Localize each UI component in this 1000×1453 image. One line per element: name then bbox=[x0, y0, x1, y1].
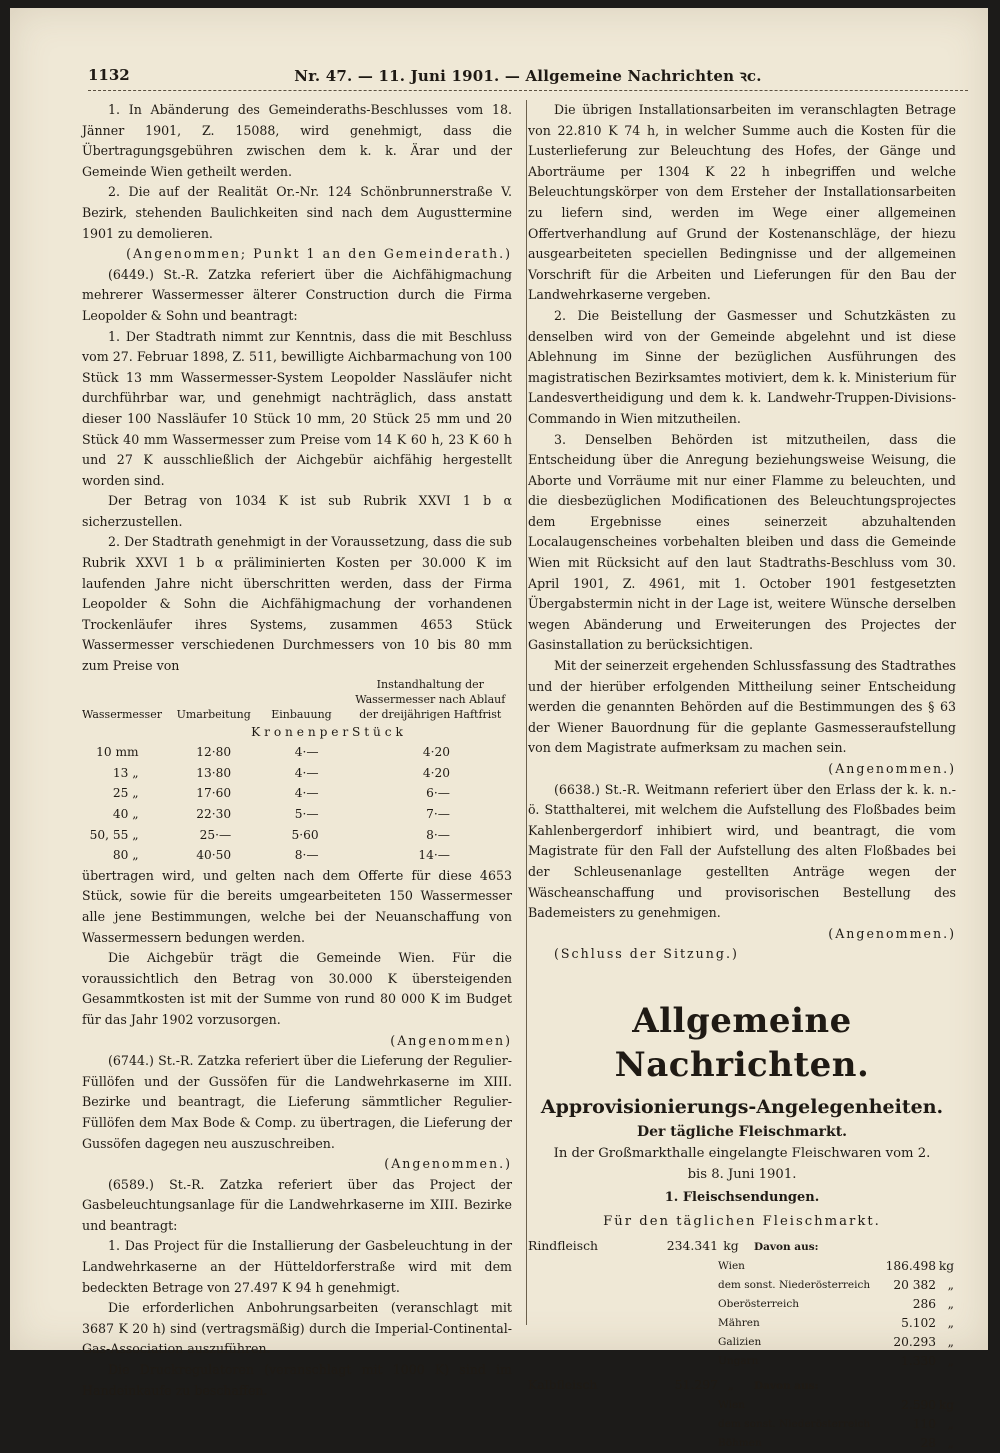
davon-label: Davon aus: bbox=[754, 1379, 819, 1392]
unit-label: K r o n e n p e r S t ü c k bbox=[251, 724, 403, 739]
meat-unit: kg bbox=[723, 1237, 739, 1253]
paragraph: übertragen wird, und gelten nach dem Offerte für diese 4653 Stück, sowie für die bereits umgearbeiteten 150 Wassermesser alle jene Bestimmungen, welche bei der Neuanschaffung von Wassermessern bedungen werden. bbox=[82, 867, 512, 945]
table-row bbox=[718, 1333, 954, 1352]
table-cell: 10 mm bbox=[96, 745, 139, 760]
paragraph: (6449.) St.-R. Zatzka referiert über die Aichfähigmachung mehrerer Wassermesser älterer Construction durch die Firma Leopolder & Sohn und beantragt: bbox=[82, 266, 512, 323]
origin-unit: „ bbox=[947, 1416, 954, 1431]
table-cell: 12·80 bbox=[196, 745, 232, 760]
paragraph: 2. Die auf der Realität Or.-Nr. 124 Schönbrunnerstraße V. Bezirk, stehenden Baulichkeiten sind nach dem Augusttermine 1901 zu demolieren. bbox=[82, 184, 512, 241]
table-cell: 40 „ bbox=[112, 807, 139, 821]
origin-name: Mähren bbox=[718, 1316, 760, 1329]
running-head: Nr. 47. — 11. Juni 1901. — Allgemeine Nachrichten ꝛc. bbox=[294, 67, 762, 85]
table-row bbox=[718, 1276, 954, 1295]
origin-unit: „ bbox=[947, 1296, 954, 1311]
davon-label: Davon aus: bbox=[754, 1240, 819, 1253]
origin-table bbox=[718, 1396, 954, 1453]
paragraph: 2. Der Stadtrath genehmigt in der Voraussetzung, dass die sub Rubrik XXVI 1 b α präliminierten Kosten per 30.000 K im laufenden Jahre nicht überschritten werden, dass der Firma Leopolder & Sohn die Aichfähigmachung der vorhandenen Trockenläufer ihres Systems, zusammen 4653 Stück Wassermesser verschiedenen Durchmessers von 10 bis 80 mm zum Preise von bbox=[82, 534, 512, 674]
paragraph: 2. Die Beistellung der Gasmesser und Schutzkästen zu denselben wird von der Gemeinde abgelehnt und ist diese Ablehnung im Sinne der bezüglichen Ausführungen des magistratischen Bezirksamtes motiviert, dem k. k. Ministerium für Landesvertheidigung und dem k. k. Landwehr-Truppen-Divisions-Commando in Wien mitzutheilen. bbox=[528, 307, 956, 426]
table-cell: 4·— bbox=[294, 765, 319, 780]
table-row bbox=[82, 845, 512, 866]
table-unit-row bbox=[82, 722, 512, 743]
origin-value: 110 bbox=[912, 1416, 936, 1431]
meat-total: 234.341 bbox=[666, 1237, 718, 1253]
origin-unit: „ bbox=[947, 1334, 954, 1349]
table-row bbox=[82, 742, 512, 763]
paragraph: Die Aichgebür trägt die Gemeinde Wien. Für die voraussichtlich den Betrag von 30.000 K übersteigenden Gesammtkosten ist mit der Summe von rund 80 000 K im Budget für das Jahr 1902 vorzusorgen. bbox=[82, 950, 512, 1027]
table-cell: 5·60 bbox=[291, 827, 319, 842]
header-rule bbox=[88, 90, 968, 91]
table-row bbox=[718, 1257, 954, 1276]
meat-label: Kalbfleisch bbox=[528, 1376, 598, 1392]
origin-value: 5.102 bbox=[901, 1315, 936, 1330]
origin-unit: „ bbox=[947, 1315, 954, 1330]
right-column bbox=[528, 100, 956, 1453]
section-subtitle: Approvisionierungs-Angelegenheiten. bbox=[540, 1095, 944, 1118]
resolution-note: (Angenommen; Punkt 1 an den Gemeinderath.) bbox=[126, 246, 512, 262]
table-cell: 6·— bbox=[426, 786, 450, 801]
meat-unit: „ bbox=[727, 1376, 735, 1392]
kalbfleisch-block bbox=[528, 1375, 956, 1453]
column-divider bbox=[526, 100, 527, 1325]
table-cell: 40·50 bbox=[196, 848, 232, 863]
subsection-heading: 1. Fleischsendungen. bbox=[664, 1189, 820, 1205]
resolution-note: (Angenommen.) bbox=[384, 1156, 512, 1172]
table-row bbox=[82, 763, 512, 784]
paragraph: 1. In Abänderung des Gemeinderaths-Beschlusses vom 18. Jänner 1901, Z. 15088, wird genehmigt, dass die Übertragungsgebühren zwischen dem k. k. Ärar und der Gemeinde Wien getheilt werden. bbox=[82, 102, 512, 179]
table-cell: 4·20 bbox=[422, 745, 450, 760]
origin-name: Wien bbox=[718, 1259, 745, 1272]
paragraph: Die erforderlichen Anbohrungsarbeiten (veranschlagt mit 3687 K 20 h) sind (vertragsmäßig) durch die Imperial-Continental-Gas-Association auszuführen. bbox=[82, 1300, 512, 1357]
table-row bbox=[718, 1314, 954, 1333]
paragraph: 1. Das Project für die Installierung der Gasbeleuchtung in der Landwehrkaserne an der Hütteldorferstraße wird mit dem bedeckten Betrage von 27.497 K 94 h genehmigt. bbox=[82, 1238, 512, 1295]
session-end-note: (Schluss der Sitzung.) bbox=[554, 946, 739, 962]
origin-value: 20.293 bbox=[893, 1334, 936, 1349]
origin-value: 20 382 bbox=[893, 1277, 936, 1292]
table-cell: 80 „ bbox=[112, 848, 139, 863]
price-table bbox=[82, 677, 512, 866]
table-header: Wassermesser bbox=[82, 707, 162, 721]
table-row bbox=[82, 804, 512, 825]
origin-name: Ungarn bbox=[718, 1354, 759, 1367]
paragraph: 1. Der Stadtrath nimmt zur Kenntnis, dass die mit Beschluss vom 27. Februar 1898, Z. 511, bewilligte Aichbarmachung von 100 Stück 13 mm Wassermesser-System Leopolder Nassläufer nicht durchführbar war, und genehmigt nachträglich, dass anstatt dieser 100 Nassläufer 10 Stück 10 mm, 20 Stück 25 mm und 20 Stück 40 mm Wassermesser zum Preise vom 14 K 60 h, 23 K 60 h und 27 K ausschließlich der Aichgebür aichfähig hergestellt worden sind. bbox=[82, 328, 512, 488]
table-cell: 14·— bbox=[418, 848, 450, 863]
page-header bbox=[88, 60, 968, 86]
page-number: 1132 bbox=[88, 66, 130, 84]
origin-unit: „ bbox=[947, 1353, 954, 1368]
origin-unit: „ bbox=[947, 1435, 954, 1450]
table-cell: 13·80 bbox=[196, 765, 232, 780]
resolution-note: (Angenommen) bbox=[390, 1032, 512, 1048]
table-row bbox=[82, 825, 512, 846]
market-heading: Für den täglichen Fleischmarkt. bbox=[603, 1213, 881, 1229]
newspaper-page bbox=[10, 8, 988, 1450]
meat-total: 51.297 bbox=[674, 1376, 718, 1392]
paragraph: Der Betrag von 1034 K ist sub Rubrik XXVI 1 b α sicherzustellen. bbox=[82, 493, 512, 529]
intro-line: In der Großmarkthalle eingelangte Fleischwaren vom 2. bis 8. Juni 1901. bbox=[553, 1145, 931, 1182]
origin-unit: „ bbox=[947, 1277, 954, 1292]
table-cell: 4·20 bbox=[422, 765, 450, 780]
resolution-note: (Angenommen.) bbox=[828, 925, 956, 941]
table-cell: 25·— bbox=[199, 827, 232, 842]
paragraph: Die Druckregulatoren (veranschlagt mit 1000 K) sind im Handeinkaufe zu beschaffen. bbox=[82, 1362, 512, 1398]
origin-value: 28 bbox=[920, 1435, 936, 1450]
paragraph: (6638.) St.-R. Weitmann referiert über den Erlass der k. k. n.-ö. Statthalterei, mit welchem die Aufstellung des Floßbades beim Kahlenbergerdorf inhibiert wird, und beantragt, die vom Magistrate für den Fall der Aufstellung des alten Floßbades bei der Schleusenanlage gestellten Anträge wegen der Wäscheanschaffung und provisorischen Bestellung des Bademeisters zu genehmigen. bbox=[528, 781, 956, 921]
paragraph: 3. Denselben Behörden ist mitzutheilen, dass die Entscheidung über die Anregung beziehungsweise Weisung, die Aborte und Vorräume mit nur einer Flamme zu beleuchten, und die diesbezüglichen Modificationen des Beleuchtungsprojectes dem Ergebnisse eines seinerzeit abzuhaltenden Localaugenscheines vorbehalten bleiben und dass die Gemeinde Wien mit Rücksicht auf den laut Stadtraths-Beschluss vom 30. April 1901, Z. 4961, mit 1. October 1901 festgesetzten Übergabstermin nicht in der Lage ist, weitere Wünsche derselben wegen Abänderung und Erweiterungen des Projectes der Gasinstallation zu berücksichtigen. bbox=[528, 431, 956, 653]
section-title: Allgemeine Nachrichten. bbox=[614, 1000, 870, 1085]
table-cell: 4·— bbox=[294, 745, 319, 760]
table-cell: 50, 55 „ bbox=[89, 827, 139, 842]
origin-name: Galizien bbox=[718, 1335, 762, 1348]
origin-unit: kg bbox=[938, 1397, 954, 1412]
origin-table bbox=[718, 1257, 954, 1371]
table-cell: 17·60 bbox=[196, 786, 232, 801]
origin-name: dem sonst. Niederösterreich bbox=[718, 1278, 871, 1291]
table-cell: 8·— bbox=[294, 848, 319, 863]
table-header-row bbox=[82, 677, 512, 722]
table-row bbox=[82, 783, 512, 804]
paragraph: Die übrigen Installationsarbeiten im veranschlagten Betrage von 22.810 K 74 h, in welcher Summe auch die Kosten für die Lusterlieferung zur Beleuchtung des Hofes, der Gänge und Aborträume per 1304 K 22 h inbegriffen und welche Beleuchtungskörper von dem Ersteher der Installationsarbeiten zu liefern sind, werden im Wege einer allgemeinen Offertverhandlung auf Grund der Kostenanschläge, der hiezu ausgearbeiteten speciellen Bedingnisse und der allgemeinen Vorschrift für die Arbeiten und Lieferungen für den Bau der Landwehrkaserne vergeben. bbox=[528, 102, 956, 303]
paragraph: Mit der seinerzeit ergehenden Schlussfassung des Stadtrathes und der hierüber erfolgenden Mittheilung seiner Entscheidung werden die genannten Behörden auf die Bestimmungen des § 63 der Wiener Bauordnung für die geplante Gasmesseraufstellung von dem Magistrate aufmerksam zu machen sein. bbox=[528, 658, 956, 756]
table-cell: 8·— bbox=[426, 827, 450, 842]
origin-name: dem sonst. Niederösterreich bbox=[718, 1417, 871, 1430]
origin-unit: kg bbox=[938, 1258, 954, 1273]
origin-value: 186.498 bbox=[885, 1258, 936, 1273]
table-row bbox=[718, 1415, 954, 1434]
table-cell: 25 „ bbox=[112, 786, 139, 801]
section-subheading: Der tägliche Fleischmarkt. bbox=[636, 1123, 848, 1140]
meat-label: Rindfleisch bbox=[528, 1237, 599, 1253]
origin-name: Böhmen bbox=[718, 1436, 762, 1449]
resolution-note: (Angenommen.) bbox=[828, 761, 956, 776]
table-row bbox=[718, 1295, 954, 1314]
rindfleisch-block bbox=[528, 1236, 956, 1371]
table-cell: 7·— bbox=[426, 807, 450, 821]
table-cell: 22·30 bbox=[196, 807, 232, 821]
left-column bbox=[82, 100, 512, 1401]
table-row bbox=[718, 1396, 954, 1415]
table-row bbox=[718, 1352, 954, 1371]
paragraph: (6589.) St.-R. Zatzka referiert über das Project der Gasbeleuchtungsanlage für die Landwehrkaserne im XIII. Bezirke und beantragt: bbox=[82, 1176, 512, 1233]
table-header: Umarbeitung bbox=[176, 707, 251, 721]
paragraph: (6744.) St.-R. Zatzka referiert über die Lieferung der Regulier-Füllöfen und der Gussöfen für die Landwehrkaserne im XIII. Bezirke und beantragt, die Lieferung sämmtlicher Regulier-Füllöfen dem Max Bode & Comp. zu übertragen, die Lieferung der Gussöfen dagegen neu auszuschreiben. bbox=[82, 1053, 512, 1151]
origin-name: Oberösterreich bbox=[718, 1297, 799, 1310]
table-cell: 5·— bbox=[294, 807, 319, 821]
origin-value: 286 bbox=[912, 1296, 936, 1311]
table-cell: 13 „ bbox=[112, 765, 139, 780]
table-header: Einbauung bbox=[271, 707, 332, 721]
table-cell: 4·— bbox=[294, 786, 319, 801]
origin-value: 2.590 bbox=[901, 1397, 936, 1412]
origin-value: 1.330 bbox=[901, 1353, 936, 1368]
table-row bbox=[718, 1434, 954, 1453]
table-header: Instandhaltung der Wassermesser nach Ablauf der dreijährigen Haftfrist bbox=[355, 677, 506, 721]
origin-name: Wien bbox=[718, 1398, 745, 1411]
